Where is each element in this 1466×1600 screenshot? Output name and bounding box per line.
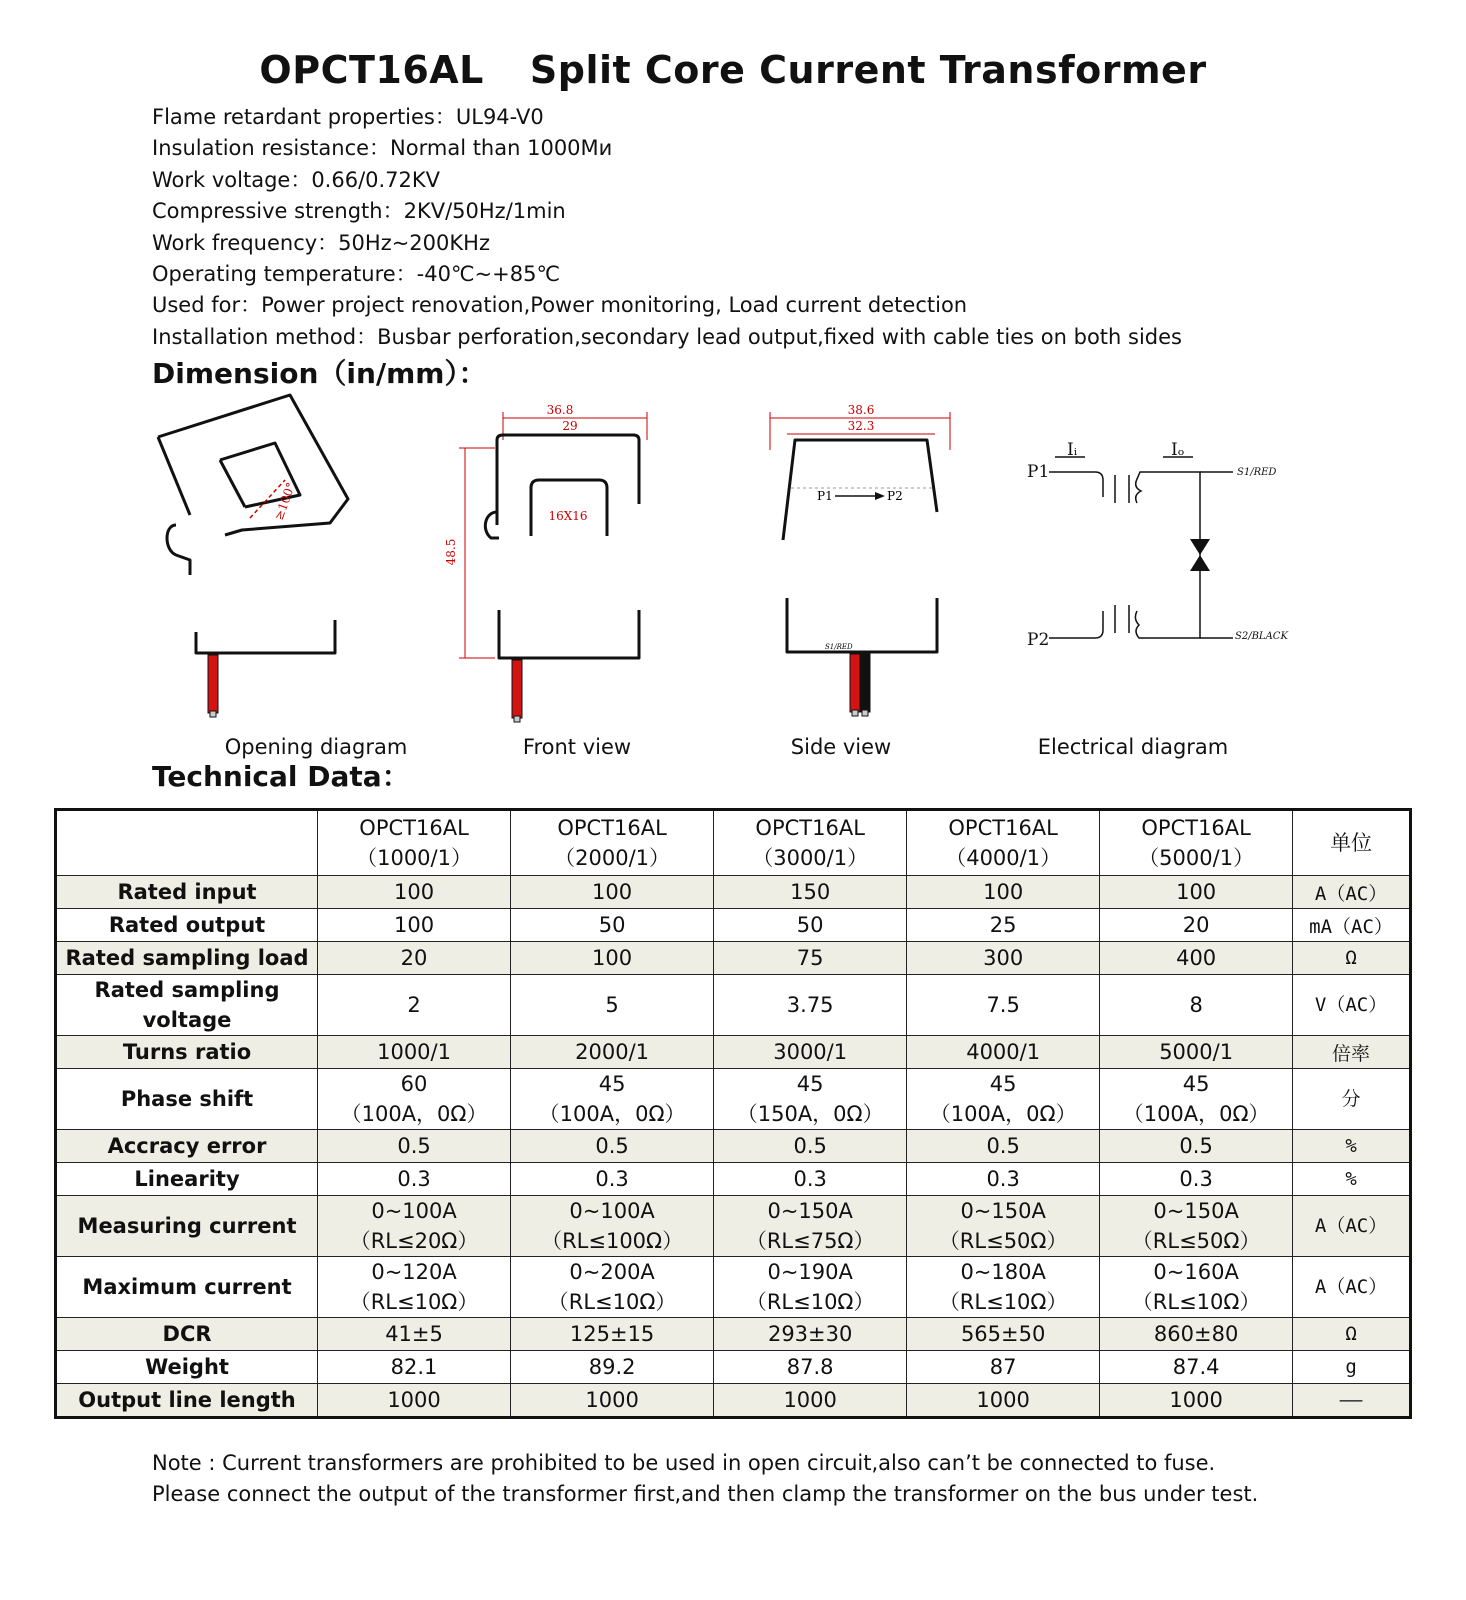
data-cell-text: 1000: [387, 1388, 441, 1412]
data-cell-text: 0~150A: [1153, 1199, 1239, 1223]
data-cell-text: （RL≤10Ω）: [547, 1290, 677, 1314]
data-cell-text: 5: [605, 993, 619, 1017]
properties-list: [152, 102, 1182, 353]
row-label-text: Weight: [145, 1355, 229, 1379]
data-cell-text: 50: [598, 913, 626, 937]
data-cell: [907, 942, 1100, 975]
header-model: OPCT16AL: [359, 816, 469, 840]
data-cell-text: 565±50: [960, 1322, 1046, 1346]
table-row: [56, 1163, 1411, 1196]
data-cell: [1100, 1130, 1293, 1163]
data-cell-text: 0.3: [986, 1167, 1020, 1191]
data-cell-text: 0.5: [595, 1134, 629, 1158]
title-model: OPCT16AL: [259, 48, 484, 92]
row-label-text: Accracy error: [107, 1134, 267, 1158]
data-cell: [907, 909, 1100, 942]
property-line: Used for：Power project renovation,Power monitoring, Load current detection: [152, 293, 968, 318]
data-cell-text: （100A，0Ω）: [1122, 1102, 1270, 1126]
table-row: [56, 1196, 1411, 1257]
table-row: [56, 1069, 1411, 1130]
data-cell-text: 100: [983, 880, 1024, 904]
unit-cell: %: [1293, 1130, 1411, 1163]
data-cell-text: 0.5: [793, 1134, 827, 1158]
data-cell: [714, 1163, 907, 1196]
data-cell-text: （RL≤20Ω）: [349, 1229, 479, 1253]
data-cell-text: 7.5: [986, 993, 1020, 1017]
data-cell-text: 293±30: [767, 1322, 853, 1346]
header-model: OPCT16AL: [755, 816, 865, 840]
row-label: [56, 876, 318, 909]
unit-cell: A（AC）: [1293, 1257, 1411, 1318]
data-cell: [1100, 975, 1293, 1036]
data-cell: [318, 1318, 511, 1351]
title-name: Split Core Current Transformer: [529, 48, 1207, 92]
header-model: OPCT16AL: [948, 816, 1058, 840]
data-cell-text: 0~160A: [1153, 1260, 1239, 1284]
caption-opening: Opening diagram: [224, 735, 408, 759]
row-label-text: Maximum current: [82, 1275, 292, 1299]
data-cell: [511, 1069, 714, 1130]
data-cell: [714, 975, 907, 1036]
row-label: [56, 1196, 318, 1257]
table-row: [56, 975, 1411, 1036]
opening-angle-label: ≥100°: [271, 480, 299, 523]
caption-side: Side view: [790, 735, 892, 759]
data-cell: [318, 1036, 511, 1069]
data-cell: [318, 909, 511, 942]
side-view-diagram: [765, 400, 965, 730]
data-cell-text: 860±80: [1153, 1322, 1239, 1346]
data-cell-text: 87: [989, 1355, 1017, 1379]
data-cell-text: 45: [1182, 1072, 1210, 1096]
table-body: [56, 876, 1411, 1418]
row-label: [56, 942, 318, 975]
data-cell: [511, 909, 714, 942]
data-cell-text: 0~120A: [371, 1260, 457, 1284]
data-cell: [907, 1196, 1100, 1257]
row-label-text: Linearity: [134, 1167, 240, 1191]
property-line: Work voltage：0.66/0.72KV: [152, 167, 441, 192]
unit-cell: Ω: [1293, 1318, 1411, 1351]
header-ratio: （4000/1）: [945, 846, 1062, 870]
side-flow-p2: P2: [887, 489, 903, 503]
data-cell: [714, 1257, 907, 1318]
data-cell: [907, 1257, 1100, 1318]
electrical-diagram: [1025, 435, 1305, 665]
table-row: [56, 876, 1411, 909]
data-cell-text: 2: [407, 993, 421, 1017]
data-cell: [1100, 1318, 1293, 1351]
elec-ii-label: Iᵢ: [1067, 440, 1078, 460]
table-row: [56, 909, 1411, 942]
data-cell-text: （150A，0Ω）: [736, 1102, 884, 1126]
data-cell-text: （RL≤75Ω）: [745, 1229, 875, 1253]
data-cell-text: （100A，0Ω）: [340, 1102, 488, 1126]
data-cell-text: 20: [1182, 913, 1210, 937]
header-ratio: （2000/1）: [554, 846, 671, 870]
data-cell: [714, 876, 907, 909]
table-row: [56, 1130, 1411, 1163]
data-cell: [907, 1318, 1100, 1351]
unit-cell: Ω: [1293, 942, 1411, 975]
unit-cell: V（AC）: [1293, 975, 1411, 1036]
data-cell-text: 60: [400, 1072, 428, 1096]
row-label: [56, 1351, 318, 1384]
data-cell-text: 125±15: [569, 1322, 655, 1346]
property-line: Operating temperature：-40℃~+85℃: [152, 262, 561, 287]
data-cell: [1100, 1196, 1293, 1257]
data-cell: [907, 1163, 1100, 1196]
data-cell-text: 100: [592, 880, 633, 904]
row-label: [56, 1257, 318, 1318]
data-cell: [1100, 909, 1293, 942]
data-cell-text: 5000/1: [1159, 1040, 1234, 1064]
data-cell-text: 150: [790, 880, 831, 904]
row-label-text: Rated output: [108, 913, 266, 937]
row-label-text: Turns ratio: [122, 1040, 252, 1064]
header-cell-unit: [1293, 810, 1411, 876]
header-cell: [1100, 810, 1293, 876]
data-cell: [318, 1351, 511, 1384]
data-cell: [1100, 1163, 1293, 1196]
data-cell-text: （RL≤50Ω）: [1131, 1229, 1261, 1253]
property-line: Work frequency：50Hz~200KHz: [152, 230, 490, 255]
data-cell-text: （RL≤10Ω）: [349, 1290, 479, 1314]
notes: [152, 1448, 1258, 1510]
row-label-text: Rated input: [117, 880, 257, 904]
data-cell: [318, 1163, 511, 1196]
side-width-inner: 32.3: [847, 419, 875, 433]
data-cell-text: （100A，0Ω）: [538, 1102, 686, 1126]
row-label-text: DCR: [162, 1322, 212, 1346]
data-cell: [907, 1036, 1100, 1069]
technical-heading: Technical Data：: [152, 760, 410, 793]
diagrams-area: [0, 395, 1466, 759]
data-cell-text: 25: [989, 913, 1017, 937]
data-cell-text: （RL≤10Ω）: [745, 1290, 875, 1314]
data-cell-text: 100: [1176, 880, 1217, 904]
data-cell-text: （RL≤10Ω）: [1131, 1290, 1261, 1314]
front-height: 48.5: [444, 538, 458, 566]
header-cell: [907, 810, 1100, 876]
data-cell: [318, 876, 511, 909]
data-cell-text: 1000: [783, 1388, 837, 1412]
property-line: Installation method：Busbar perforation,secondary lead output,fixed with cable ties on both sides: [152, 324, 1182, 349]
row-label-text: voltage: [142, 1008, 232, 1032]
data-cell-text: 0~180A: [960, 1260, 1046, 1284]
row-label-text: Measuring current: [77, 1214, 297, 1238]
data-cell: [511, 1318, 714, 1351]
data-cell-text: 87.4: [1172, 1355, 1220, 1379]
front-width-outer: 36.8: [546, 403, 574, 417]
data-cell-text: 45: [796, 1072, 824, 1096]
table-row: [56, 1318, 1411, 1351]
row-label: [56, 1130, 318, 1163]
data-cell: [714, 1384, 907, 1418]
table-row: [56, 942, 1411, 975]
data-cell: [714, 942, 907, 975]
header-cell: [318, 810, 511, 876]
data-cell: [511, 876, 714, 909]
data-cell: [511, 1130, 714, 1163]
table-header-row: [56, 810, 1411, 876]
data-cell-text: 3.75: [786, 993, 834, 1017]
unit-cell: 分: [1293, 1069, 1411, 1130]
data-cell-text: （RL≤50Ω）: [938, 1229, 1068, 1253]
data-cell: [1100, 1384, 1293, 1418]
data-cell: [1100, 1257, 1293, 1318]
data-cell: [318, 975, 511, 1036]
data-cell: [714, 909, 907, 942]
data-cell-text: 87.8: [786, 1355, 834, 1379]
data-cell-text: 0.5: [986, 1134, 1020, 1158]
data-cell-text: （RL≤10Ω）: [938, 1290, 1068, 1314]
data-cell-text: （100A，0Ω）: [929, 1102, 1077, 1126]
data-cell: [318, 1257, 511, 1318]
data-cell: [511, 1036, 714, 1069]
row-label: [56, 1163, 318, 1196]
data-cell-text: 8: [1189, 993, 1203, 1017]
data-cell: [511, 975, 714, 1036]
note-line: Please connect the output of the transformer first,and then clamp the transformer on the bus under test.: [152, 1482, 1259, 1506]
table-row: [56, 1036, 1411, 1069]
table-row: [56, 1384, 1411, 1418]
caption-front: Front view: [522, 735, 632, 759]
data-cell-text: 4000/1: [966, 1040, 1041, 1064]
data-cell: [1100, 1069, 1293, 1130]
side-flow-p1: P1: [817, 489, 833, 503]
data-cell: [907, 876, 1100, 909]
unit-cell: g: [1293, 1351, 1411, 1384]
row-label: [56, 1069, 318, 1130]
unit-cell: 倍率: [1293, 1036, 1411, 1069]
elec-s1-label: S1/RED: [1237, 467, 1277, 478]
row-label: [56, 1318, 318, 1351]
data-cell-text: 0~150A: [767, 1199, 853, 1223]
data-cell: [318, 1384, 511, 1418]
data-cell: [511, 1351, 714, 1384]
data-cell-text: 89.2: [588, 1355, 636, 1379]
data-cell-text: 0~150A: [960, 1199, 1046, 1223]
property-line: Flame retardant properties：UL94-V0: [152, 105, 544, 129]
row-label: [56, 1384, 318, 1418]
table-row: [56, 1351, 1411, 1384]
data-cell: [714, 1036, 907, 1069]
header-ratio: （1000/1）: [356, 846, 472, 870]
property-line: Compressive strength：2KV/50Hz/1min: [152, 199, 566, 224]
row-label-text: Rated sampling load: [65, 946, 309, 970]
data-cell-text: 100: [393, 913, 435, 937]
row-label-text: Phase shift: [120, 1087, 254, 1111]
data-cell: [907, 1130, 1100, 1163]
data-cell-text: 3000/1: [773, 1040, 848, 1064]
data-cell-text: 0~200A: [569, 1260, 655, 1284]
front-view-diagram: [444, 400, 665, 730]
data-cell-text: 400: [1176, 946, 1217, 970]
data-cell-text: 0~100A: [569, 1199, 655, 1223]
data-cell: [318, 942, 511, 975]
property-line: Insulation resistance：Normal than 1000Mи: [152, 136, 613, 161]
data-cell-text: 0.3: [595, 1167, 629, 1191]
header-cell: [56, 810, 318, 876]
data-cell-text: 75: [796, 946, 824, 970]
data-cell-text: 300: [983, 946, 1024, 970]
dimension-heading: Dimension（in/mm）：: [152, 357, 487, 390]
side-lead-label: S1/RED: [825, 643, 853, 651]
data-cell-text: 0.5: [397, 1134, 431, 1158]
unit-cell: mA（AC）: [1293, 909, 1411, 942]
header-cell: [714, 810, 907, 876]
side-width-outer: 38.6: [847, 403, 875, 417]
unit-cell: A（AC）: [1293, 1196, 1411, 1257]
data-cell-text: 0~100A: [371, 1199, 457, 1223]
data-cell: [714, 1318, 907, 1351]
header-model: OPCT16AL: [557, 816, 667, 840]
row-label-text: Rated sampling: [94, 978, 280, 1002]
elec-s2-label: S2/BLACK: [1235, 631, 1288, 642]
data-cell-text: 0.3: [1179, 1167, 1213, 1191]
header-ratio: （3000/1）: [752, 846, 869, 870]
data-cell-text: 1000: [976, 1388, 1030, 1412]
data-cell-text: 1000/1: [377, 1040, 451, 1064]
data-cell: [714, 1069, 907, 1130]
data-cell: [318, 1196, 511, 1257]
header-ratio: （5000/1）: [1138, 846, 1255, 870]
data-cell: [907, 975, 1100, 1036]
row-label: [56, 975, 318, 1036]
front-width-inner: 29: [562, 419, 578, 433]
data-cell: [907, 1069, 1100, 1130]
data-cell-text: 45: [598, 1072, 626, 1096]
data-cell: [511, 942, 714, 975]
data-cell: [714, 1351, 907, 1384]
data-cell: [907, 1351, 1100, 1384]
data-cell-text: 2000/1: [575, 1040, 650, 1064]
data-cell: [1100, 876, 1293, 909]
data-cell-text: 45: [989, 1072, 1017, 1096]
data-cell: [907, 1384, 1100, 1418]
data-cell-text: （RL≤100Ω）: [541, 1229, 684, 1253]
data-cell-text: 0~190A: [767, 1260, 853, 1284]
header-cell: [511, 810, 714, 876]
data-cell: [1100, 1351, 1293, 1384]
data-cell: [1100, 942, 1293, 975]
data-cell-text: 0.5: [1179, 1134, 1213, 1158]
header-model: OPCT16AL: [1141, 816, 1251, 840]
data-cell: [714, 1130, 907, 1163]
note-line: Note : Current transformers are prohibited to be used in open circuit,also can’t be connected to fuse.: [152, 1451, 1216, 1475]
unit-cell: ——: [1293, 1384, 1411, 1418]
opening-diagram: [150, 395, 390, 725]
data-cell: [511, 1196, 714, 1257]
data-cell-text: 1000: [585, 1388, 639, 1412]
row-label-text: Output line length: [78, 1388, 296, 1412]
row-label: [56, 1036, 318, 1069]
header-unit: 单位: [1330, 831, 1373, 855]
data-cell-text: 0.3: [793, 1167, 827, 1191]
data-cell: [511, 1257, 714, 1318]
data-cell: [511, 1384, 714, 1418]
data-cell-text: 82.1: [390, 1355, 438, 1379]
data-cell-text: 50: [796, 913, 824, 937]
data-cell: [318, 1130, 511, 1163]
data-cell: [1100, 1036, 1293, 1069]
data-cell: [511, 1163, 714, 1196]
data-cell: [714, 1196, 907, 1257]
data-cell-text: 0.3: [397, 1167, 431, 1191]
technical-data-table: [54, 808, 1412, 1419]
elec-io-label: Iₒ: [1171, 440, 1185, 460]
caption-electrical: Electrical diagram: [1037, 735, 1229, 759]
unit-cell: %: [1293, 1163, 1411, 1196]
unit-cell: A（AC）: [1293, 876, 1411, 909]
table-row: [56, 1257, 1411, 1318]
data-cell-text: 100: [393, 880, 435, 904]
data-cell-text: 20: [400, 946, 428, 970]
data-cell-text: 1000: [1169, 1388, 1223, 1412]
elec-p2-label: P2: [1027, 630, 1050, 650]
row-label: [56, 909, 318, 942]
data-cell: [318, 1069, 511, 1130]
elec-p1-label: P1: [1027, 462, 1050, 482]
data-cell-text: 41±5: [385, 1322, 443, 1346]
page-title: [0, 48, 1466, 92]
data-cell-text: 100: [592, 946, 633, 970]
front-window-size: 16X16: [548, 509, 588, 523]
